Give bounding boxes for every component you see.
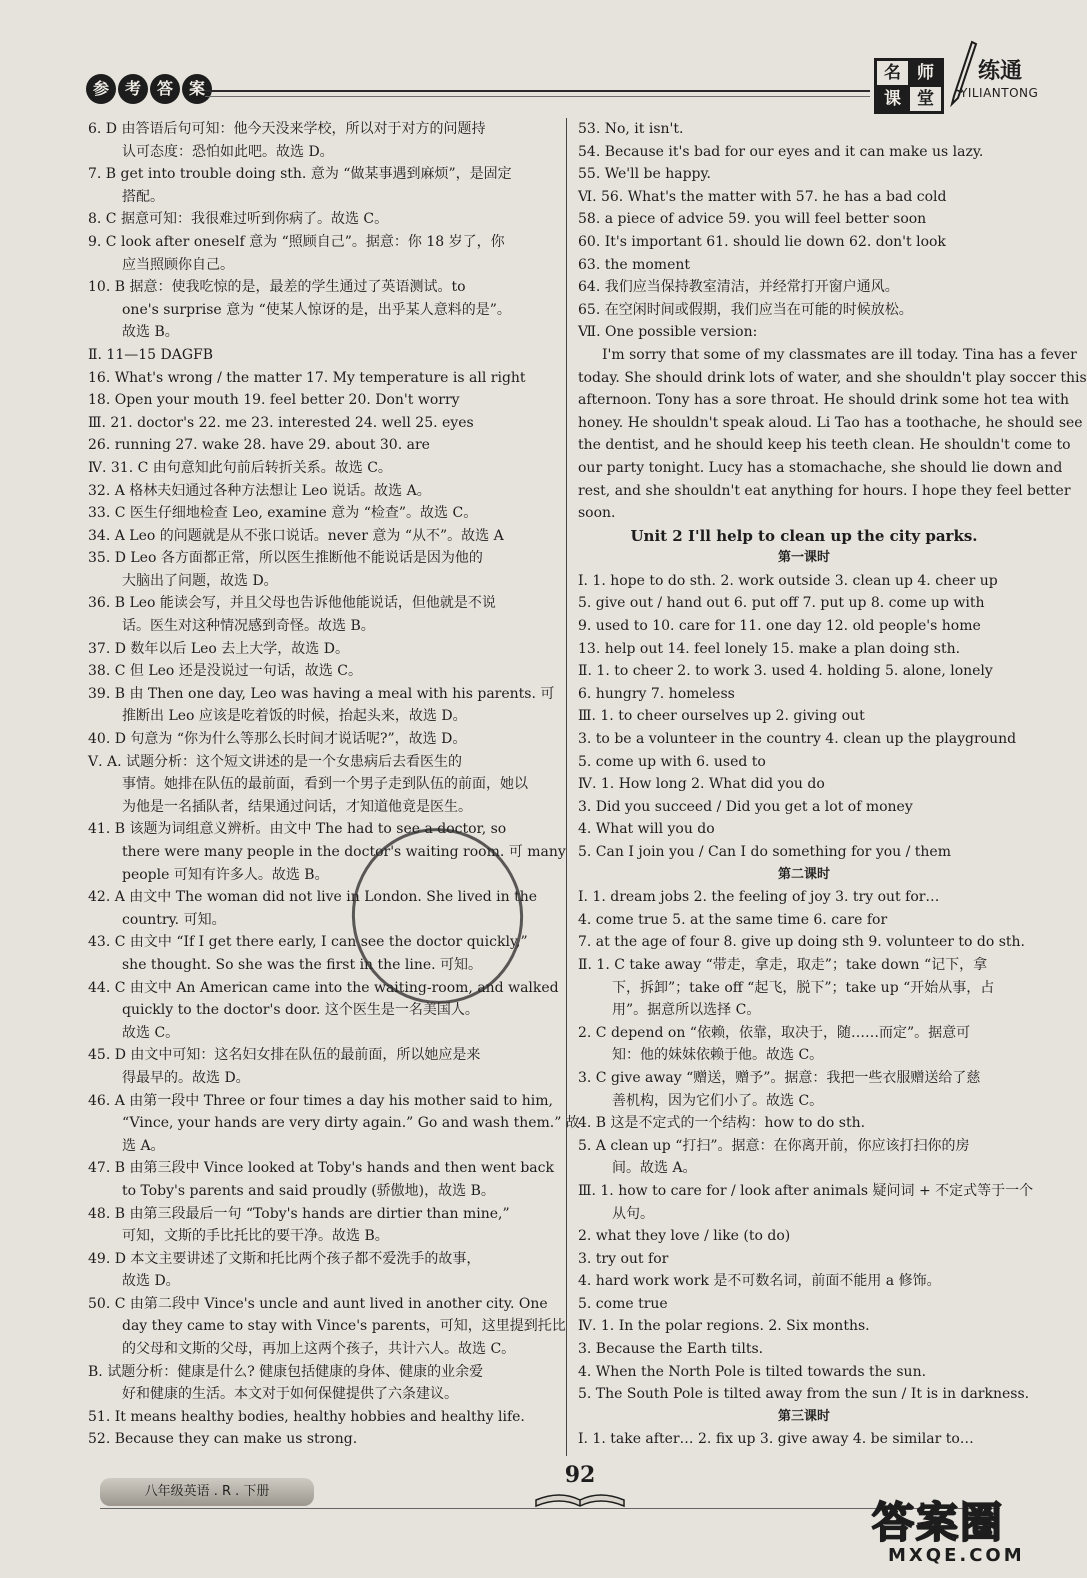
answer-line: 话。医生对这种情况感到奇怪。故选 B。 xyxy=(122,618,375,635)
answer-line: 认可态度：恐怕如此吧。故选 D。 xyxy=(122,143,334,160)
answer-line: B. 试题分析：健康是什么? 健康包括健康的身体、健康的业余爱 xyxy=(88,1363,484,1380)
answer-line: 4. B 这是不定式的一个结构：how to do sth. xyxy=(578,1115,866,1132)
right-column xyxy=(578,118,1087,1451)
answer-line: 3. Because the Earth tilts. xyxy=(578,1341,764,1358)
header-badge: 参 xyxy=(86,74,116,104)
answer-line: Ⅱ. 1. to cheer 2. to work 3. used 4. holding 5. alone, lonely xyxy=(578,663,993,680)
answer-line: 5. The South Pole is tilted away from the sun / It is in darkness. xyxy=(578,1386,1030,1403)
answer-line: 5. A clean up “打扫”。据意：在你离开前，你应该打扫你的房 xyxy=(578,1137,970,1154)
answer-line: 3. C give away “赠送，赠予”。据意：我把一些衣服赠送给了慈 xyxy=(578,1069,981,1086)
header-title-badges xyxy=(86,74,212,104)
answer-line: our party tonight. Lucy has a stomachache, she should lie down and xyxy=(578,459,1063,476)
answer-line: country. 可知。 xyxy=(122,911,226,928)
answer-line: 60. It's important 61. should lie down 62. don't look xyxy=(578,233,946,250)
answer-line: she thought. So she was the first in the line. 可知。 xyxy=(122,956,483,973)
answer-line: honey. He shouldn't speak aloud. Li Tao has a toothache, he should see xyxy=(578,414,1083,431)
header-badge: 答 xyxy=(150,74,180,104)
answer-line: 大脑出了问题，故选 D。 xyxy=(122,572,278,589)
answer-line: 用”。据意所以选择 C。 xyxy=(612,1002,761,1019)
left-column xyxy=(88,118,580,1451)
answer-line: I'm sorry that some of my classmates are ill today. Tina has a fever xyxy=(602,346,1077,363)
answer-line: 38. C 但 Leo 还是没说过一句话，故选 C。 xyxy=(88,663,362,680)
answer-line: 的父母和文斯的父母，再加上这两个孩子，共计六人。故选 C。 xyxy=(122,1341,516,1358)
answer-line: 得最早的。故选 D。 xyxy=(122,1069,250,1086)
answer-line: 16. What's wrong / the matter 17. My temperature is all right xyxy=(88,369,526,386)
brand-char: 名 xyxy=(876,60,909,86)
answer-line: 故选 D。 xyxy=(122,1273,180,1290)
answer-line: 54. Because it's bad for our eyes and it can make us lazy. xyxy=(578,143,984,160)
answer-line: 50. C 由第二段中 Vince's uncle and aunt lived in another city. One xyxy=(88,1295,548,1312)
answer-line: 39. B 由 Then one day, Leo was having a meal with his parents. 可 xyxy=(88,685,555,702)
watermark-url: MXQE.COM xyxy=(888,1545,1025,1566)
answer-line: Ⅰ. 1. take after… 2. fix up 3. give away 4. be similar to… xyxy=(578,1431,974,1448)
answer-line: 5. come true xyxy=(578,1295,668,1312)
answer-line: quickly to the doctor's door. 这个医生是一名美国人。 xyxy=(122,1002,479,1019)
answer-line: the dentist, and he should keep his teeth clean. He shouldn't come to xyxy=(578,437,1071,454)
answer-line: 搭配。 xyxy=(122,188,164,205)
answer-line: 10. B 据意：使我吃惊的是，最差的学生通过了英语测试。to xyxy=(88,279,466,296)
answer-line: Ⅲ. 21. doctor's 22. me 23. interested 24. well 25. eyes xyxy=(88,414,474,431)
answer-line: 35. D Leo 各方面都正常，所以医生推断他不能说话是因为他的 xyxy=(88,550,483,567)
answer-line: 58. a piece of advice 59. you will feel better soon xyxy=(578,211,927,228)
answer-line: 间。故选 A。 xyxy=(612,1160,697,1177)
lesson-heading: 第三课时 xyxy=(777,1408,830,1424)
grade-tab: 八年级英语 . R . 下册 xyxy=(100,1478,314,1506)
answer-line: 6. hungry 7. homeless xyxy=(578,685,735,702)
brand-char: 堂 xyxy=(909,86,942,112)
answer-line: 37. D 数年以后 Leo 去上大学，故选 D。 xyxy=(88,640,349,657)
answer-line: 53. No, it isn't. xyxy=(578,121,684,137)
answer-line: 40. D 句意为 “你为什么等那么长时间才说话呢?”，故选 D。 xyxy=(88,731,467,748)
brand-subtitle: YILIANTONG xyxy=(960,86,1039,100)
answer-line: Ⅶ. One possible version: xyxy=(578,324,758,341)
answer-line: 好和健康的生活。本文对于如何保健提供了六条建议。 xyxy=(122,1386,458,1403)
answer-line: rest, and she shouldn't eat anything for hours. I hope they feel better xyxy=(578,482,1071,499)
answer-line: 7. at the age of four 8. give up doing sth 9. volunteer to do sth. xyxy=(578,934,1025,951)
answer-line: 故选 B。 xyxy=(122,324,179,341)
answer-line: Ⅰ. 1. hope to do sth. 2. work outside 3. clean up 4. cheer up xyxy=(578,572,998,589)
answer-line: today. She should drink lots of water, and she shouldn't play soccer this xyxy=(578,369,1087,386)
answer-line: 33. C 医生仔细地检查 Leo, examine 意为 “检查”。故选 C。 xyxy=(88,505,478,522)
answer-line: Ⅵ. 56. What's the matter with 57. he has a bad cold xyxy=(578,188,947,205)
answer-line: 3. to be a volunteer in the country 4. clean up the playground xyxy=(578,731,1017,748)
answer-line: 52. Because they can make us strong. xyxy=(88,1431,358,1448)
answer-line: 善机构，因为它们小了。故选 C。 xyxy=(612,1092,824,1109)
answer-line: 事情。她排在队伍的最前面，看到一个男子走到队伍的前面，她以 xyxy=(122,776,528,793)
answer-line: there were many people in the doctor's waiting room. 可 many xyxy=(122,844,566,860)
lesson-heading: 第二课时 xyxy=(777,866,830,882)
answer-line: Ⅳ. 31. C 由句意知此句前后转折关系。故选 C。 xyxy=(88,459,392,476)
answer-line: 13. help out 14. feel lonely 15. make a plan doing sth. xyxy=(578,640,961,657)
answer-line: people 可知有许多人。故选 B。 xyxy=(122,866,329,883)
answer-line: soon. xyxy=(578,505,616,522)
brand-name: 练通 xyxy=(978,59,1023,84)
answer-line: 知：他的妹妹依赖于他。故选 C。 xyxy=(612,1047,824,1064)
answer-line: 47. B 由第三段中 Vince looked at Toby's hands and then went back xyxy=(88,1160,554,1177)
answer-line: 45. D 由文中可知：这名妇女排在队伍的最前面，所以她应是来 xyxy=(88,1047,481,1064)
answer-line: 下，拆卸”；take off “起飞，脱下”；take up “开始从事，占 xyxy=(612,979,995,996)
answer-line: 65. 在空闲时间或假期，我们应当在可能的时候放松。 xyxy=(578,301,913,318)
answer-line: 应当照顾你自己。 xyxy=(122,256,234,273)
answer-line: 5. give out / hand out 6. put off 7. put up 8. come up with xyxy=(578,595,985,612)
site-watermark xyxy=(872,1500,1062,1570)
answer-line: 3. try out for xyxy=(578,1250,669,1267)
answer-line: 从句。 xyxy=(612,1205,654,1222)
header-rule xyxy=(205,90,870,92)
answer-line: Ⅳ. 1. How long 2. What did you do xyxy=(578,776,825,793)
answer-line: to Toby's parents and said proudly (骄傲地)，故选 B。 xyxy=(122,1182,495,1199)
answer-line: 5. Can I join you / Can I do something for you / them xyxy=(578,844,951,860)
footer-rule xyxy=(100,1508,1000,1509)
answer-line: 7. B get into trouble doing sth. 意为 “做某事遇到麻烦”，是固定 xyxy=(88,166,512,183)
answer-line: 36. B Leo 能读会写，并且父母也告诉他他能说话，但他就是不说 xyxy=(88,595,496,612)
answer-line: 为他是一名插队者，结果通过问话，才知道他竟是医生。 xyxy=(122,798,472,815)
answer-line: 4. hard work work 是不可数名词，前面不能用 a 修饰。 xyxy=(578,1273,941,1290)
answer-line: 48. B 由第三段最后一句 “Toby's hands are dirtier than mine,” xyxy=(88,1205,510,1222)
answer-line: Ⅴ. A. 试题分析：这个短文讲述的是一个女患病后去看医生的 xyxy=(88,753,463,770)
header-badge: 考 xyxy=(118,74,148,104)
answer-line: 64. 我们应当保持教室清洁，并经常打开窗户通风。 xyxy=(578,279,899,296)
answer-line: 9. used to 10. care for 11. one day 12. old people's home xyxy=(578,618,981,635)
answer-line: Ⅰ. 1. dream jobs 2. the feeling of joy 3. try out for… xyxy=(578,889,940,906)
answer-line: 6. D 由答语后句可知：他今天没来学校，所以对于对方的问题持 xyxy=(88,121,486,137)
answer-line: 推断出 Leo 应该是吃着饭的时候，抬起头来，故选 D。 xyxy=(122,708,467,725)
column-divider xyxy=(566,118,567,1456)
answer-line: 42. A 由文中 The woman did not live in London. She lived in the xyxy=(88,889,538,906)
answer-line: Ⅲ. 1. how to care for / look after animals 疑问词 + 不定式等于一个 xyxy=(578,1182,1034,1199)
answer-line: Ⅱ. 1. C take away “带走，拿走，取走”；take down “记下，拿 xyxy=(578,956,988,973)
answer-line: 故选 C。 xyxy=(122,1024,180,1041)
answer-line: 46. A 由第一段中 Three or four times a day his mother said to him, xyxy=(88,1092,553,1109)
answer-line: 18. Open your mouth 19. feel better 20. Don't worry xyxy=(88,392,460,409)
answer-line: 51. It means healthy bodies, healthy hobbies and healthy life. xyxy=(88,1408,525,1425)
page-number: 92 xyxy=(564,1462,596,1488)
answer-line: 34. A Leo 的问题就是从不张口说话。never 意为 “从不”。故选 A xyxy=(88,527,504,544)
answer-line: “Vince, your hands are very dirty again.” Go and wash them.” 故 xyxy=(122,1115,580,1132)
answer-line: 4. come true 5. at the same time 6. care for xyxy=(578,911,888,928)
answer-line: 43. C 由文中 “If I get there early, I can see the doctor quickly,” xyxy=(88,934,528,951)
answer-line: 9. C look after oneself 意为 “照顾自己”。据意：你 18 岁了，你 xyxy=(88,233,505,250)
answer-line: Ⅳ. 1. In the polar regions. 2. Six months. xyxy=(578,1318,870,1335)
answer-line: 3. Did you succeed / Did you get a lot of money xyxy=(578,798,913,815)
answer-line: 49. D 本文主要讲述了文斯和托比两个孩子都不爱洗手的故事， xyxy=(88,1250,481,1267)
answer-line: Ⅱ. 11—15 DAGFB xyxy=(88,346,214,363)
brand-logo-box xyxy=(874,58,944,114)
answer-line: 4. When the North Pole is tilted towards the sun. xyxy=(578,1363,927,1380)
answer-line: day they came to stay with Vince's parents，可知，这里提到托比 xyxy=(122,1318,566,1335)
answer-line: Ⅲ. 1. to cheer ourselves up 2. giving out xyxy=(578,708,865,725)
answer-line: 41. B 该题为词组意义辨析。由文中 The had to see a doctor, so xyxy=(88,821,507,838)
answer-line: 4. What will you do xyxy=(578,821,715,838)
answer-line: 2. what they love / like (to do) xyxy=(578,1228,791,1245)
lesson-heading: 第一课时 xyxy=(777,550,830,566)
unit-heading: Unit 2 I'll help to clean up the city parks. xyxy=(630,526,978,545)
answer-line: 26. running 27. wake 28. have 29. about 30. are xyxy=(88,437,430,454)
answer-line: 44. C 由文中 An American came into the waiting-room, and walked xyxy=(88,979,559,996)
answer-line: 63. the moment xyxy=(578,256,690,273)
answer-line: 5. come up with 6. used to xyxy=(578,753,766,770)
answer-line: 32. A 格林夫妇通过各种方法想让 Leo 说话。故选 A。 xyxy=(88,482,431,499)
answer-line: 选 A。 xyxy=(122,1137,165,1154)
brand-char: 课 xyxy=(876,86,909,112)
answer-line: 2. C depend on “依赖，依靠，取决于，随……而定”。据意可 xyxy=(578,1024,971,1041)
header-badge: 案 xyxy=(182,74,212,104)
answer-line: 8. C 据意可知：我很难过听到你病了。故选 C。 xyxy=(88,211,389,228)
answer-line: 可知，文斯的手比托比的要干净。故选 B。 xyxy=(122,1228,389,1245)
brand-char: 师 xyxy=(909,60,942,86)
watermark-logo-text: 答案圈 xyxy=(872,1498,1005,1547)
answer-line: 55. We'll be happy. xyxy=(578,166,711,183)
answer-line: afternoon. Tony has a sore throat. He should drink some hot tea with xyxy=(578,392,1069,409)
answer-line: one's surprise 意为 “使某人惊讶的是，出乎某人意料的是”。 xyxy=(122,301,511,318)
header-rule-thin xyxy=(205,96,870,97)
